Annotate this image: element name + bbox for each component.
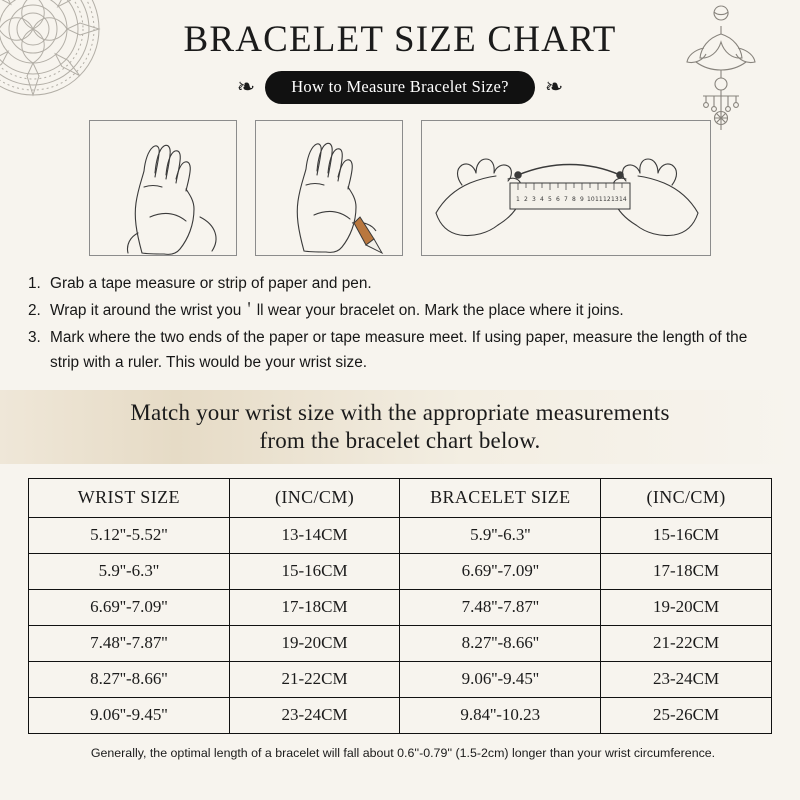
table-row [29,589,772,625]
cell-wrist-inch: 5.12''-5.52'' [29,517,230,553]
cell-wrist-inch: 5.9''-6.3'' [29,553,230,589]
cell-bracelet-cm: 23-24CM [601,661,772,697]
cell-wrist-inch: 7.48''-7.87'' [29,625,230,661]
svg-text:6: 6 [556,196,560,203]
table-row [29,517,772,553]
illustration-hands-measuring-with-ruler [421,120,711,256]
svg-text:7: 7 [564,196,568,203]
instructions-list [28,272,776,376]
swirl-right-icon: ❧ [544,74,564,100]
svg-text:3: 3 [532,196,536,203]
banner-line-2: from the bracelet chart below. [259,427,541,453]
cell-bracelet-inch: 8.27''-8.66'' [400,625,601,661]
step-text: Wrap it around the wrist you＇ll wear your bracelet on. Mark the place where it joins. [50,301,624,319]
cell-bracelet-inch: 5.9''-6.3'' [400,517,601,553]
svg-text:11: 11 [595,196,603,203]
cell-wrist-cm: 15-16CM [229,553,400,589]
column-header-wrist-size: WRIST SIZE [29,478,230,517]
step-number: 3. [28,328,41,346]
svg-text:14: 14 [619,196,627,203]
illustration-hand-with-tape-strip [89,120,237,256]
swirl-left-icon: ❧ [236,74,256,100]
table-header-row [29,478,772,517]
svg-text:13: 13 [611,196,619,203]
cell-bracelet-cm: 17-18CM [601,553,772,589]
cell-wrist-inch: 8.27''-8.66'' [29,661,230,697]
cell-bracelet-cm: 25-26CM [601,697,772,733]
column-header-wrist-unit: (INC/CM) [229,478,400,517]
list-item [28,326,776,376]
cell-wrist-cm: 19-20CM [229,625,400,661]
svg-text:2: 2 [524,196,528,203]
table-row [29,625,772,661]
page-title: BRACELET SIZE CHART [183,19,617,60]
step-number: 1. [28,275,41,292]
table-row [29,661,772,697]
cell-wrist-cm: 21-22CM [229,661,400,697]
mandala-ornament-icon [0,0,108,104]
table-row [29,553,772,589]
cell-wrist-inch: 6.69''-7.09'' [29,589,230,625]
cell-wrist-cm: 23-24CM [229,697,400,733]
illustration-hand-with-pen-marking [255,120,403,256]
svg-text:12: 12 [603,196,611,203]
match-size-banner [0,390,800,464]
cell-bracelet-inch: 9.84''-10.23 [400,697,601,733]
footnote: Generally, the optimal length of a bracelet will fall about 0.6''-0.79'' (1.5-2cm) longer than your wrist circumference. [90,745,716,760]
step-number: 2. [28,301,41,319]
svg-text:5: 5 [548,196,552,203]
size-table [28,478,772,734]
cell-bracelet-inch: 7.48''-7.87'' [400,589,601,625]
svg-text:10: 10 [587,196,595,203]
table-row [29,697,772,733]
column-header-bracelet-unit: (INC/CM) [601,478,772,517]
list-item [28,272,776,297]
svg-text:1: 1 [516,196,520,203]
list-item [28,299,776,324]
cell-wrist-cm: 13-14CM [229,517,400,553]
cell-bracelet-cm: 19-20CM [601,589,772,625]
step-text: Mark where the two ends of the paper or tape measure meet. If using paper, measure the length of the strip with a ruler. This would be your wrist size. [50,328,748,371]
cell-bracelet-cm: 15-16CM [601,517,772,553]
lotus-ornament-icon [666,4,776,132]
column-header-bracelet-size: BRACELET SIZE [400,478,601,517]
size-table-wrapper [28,478,772,734]
step-text: Grab a tape measure or strip of paper and pen. [50,275,372,292]
cell-bracelet-inch: 6.69''-7.09'' [400,553,601,589]
illustration-row [0,120,800,256]
cell-bracelet-inch: 9.06''-9.45'' [400,661,601,697]
cell-wrist-cm: 17-18CM [229,589,400,625]
cell-wrist-inch: 9.06''-9.45'' [29,697,230,733]
svg-text:8: 8 [572,196,576,203]
banner-line-1: Match your wrist size with the appropriate measurements [130,399,670,425]
svg-text:4: 4 [540,196,544,203]
cell-bracelet-cm: 21-22CM [601,625,772,661]
subtitle-badge: How to Measure Bracelet Size? [265,71,535,104]
svg-text:9: 9 [580,196,584,203]
